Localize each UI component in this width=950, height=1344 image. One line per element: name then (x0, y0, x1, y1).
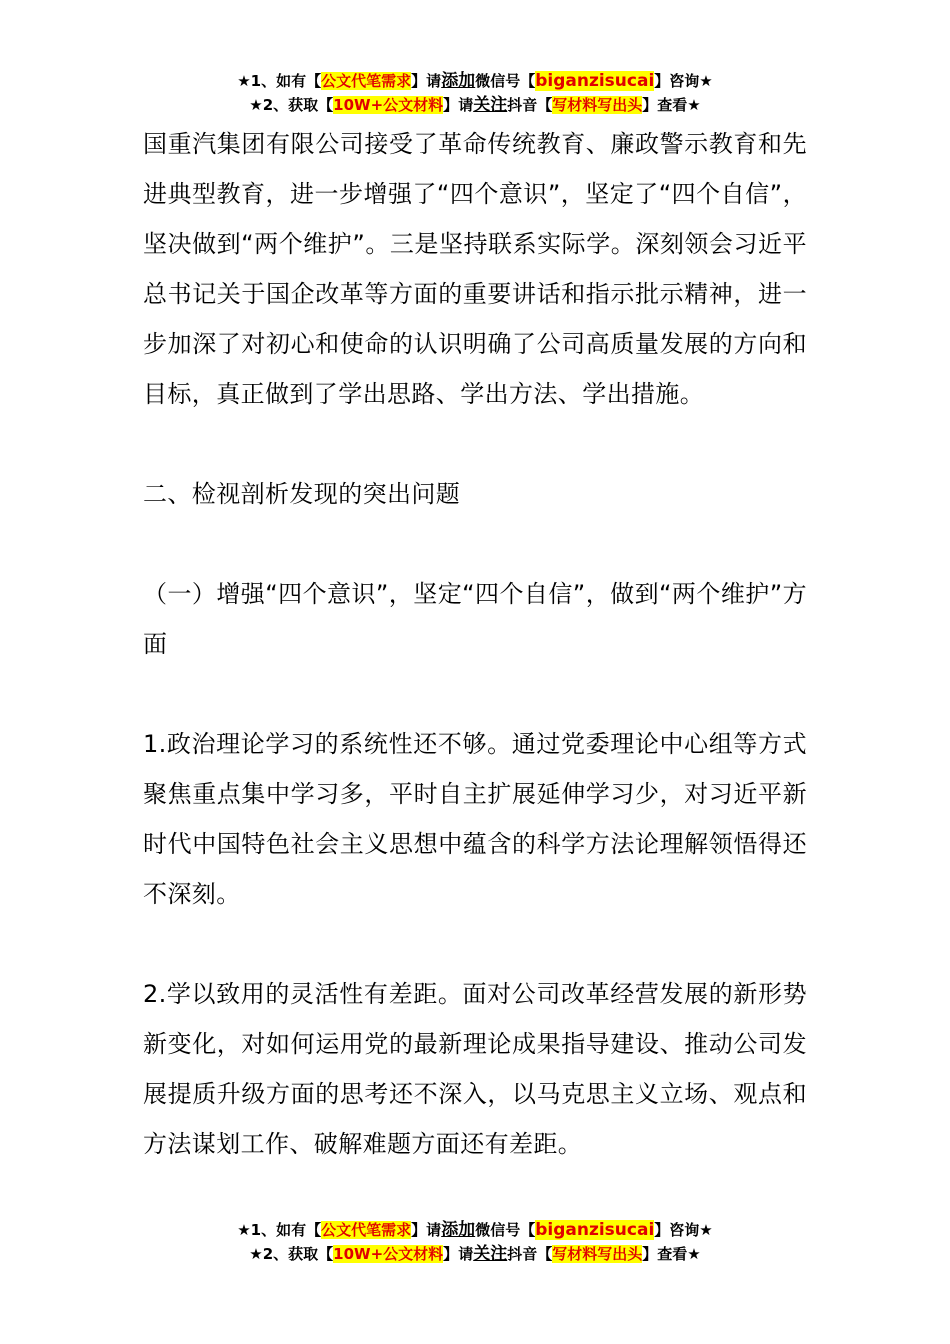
document-body (143, 119, 807, 1169)
highlight-wechat-id: biganzisucai (535, 71, 655, 91)
footer-banner (0, 1218, 950, 1266)
list-item-2: 2.学以致用的灵活性有差距。面对公司改革经营发展的新形势新变化，对如何运用党的最新理论成果指导建设、推动公司发展提质升级方面的思考还不深入，以马克思主义立场、观点和方法谋划工作、破解难题方面还有差距。 (143, 980, 807, 1158)
banner-text: 微信号 (475, 1221, 521, 1239)
banner-line-2 (0, 93, 950, 117)
banner-underlined: 关注 (473, 95, 508, 115)
bracket: 【 (537, 96, 553, 114)
highlight-douyin: 写材料写出头 (552, 1245, 643, 1263)
banner-underlined: 添加 (441, 1220, 476, 1240)
bracket: 【 (537, 1245, 553, 1263)
banner-line-2 (0, 1242, 950, 1266)
highlight-wechat-id: biganzisucai (535, 1220, 655, 1240)
bracket: 【 (520, 1221, 536, 1239)
banner-suffix: 查看★ (657, 96, 701, 114)
banner-text: 请 (426, 72, 442, 90)
banner-prefix: ★2、获取 (249, 1245, 319, 1263)
banner-text: 微信号 (475, 72, 521, 90)
bracket: 【 (306, 72, 322, 90)
banner-underlined: 添加 (441, 71, 476, 91)
highlight-douyin: 写材料写出头 (552, 96, 643, 114)
banner-text: 请 (458, 96, 474, 114)
section-heading: 二、检视剖析发现的突出问题 (143, 480, 461, 508)
bracket: 【 (318, 96, 334, 114)
banner-suffix: 查看★ (657, 1245, 701, 1263)
banner-underlined: 关注 (473, 1244, 508, 1264)
bracket: 】 (654, 1221, 670, 1239)
bracket: 】 (411, 1221, 427, 1239)
bracket: 【 (520, 72, 536, 90)
bracket: 】 (642, 96, 658, 114)
banner-text: 抖音 (507, 96, 538, 114)
banner-text: 抖音 (507, 1245, 538, 1263)
banner-line-1 (0, 1218, 950, 1242)
subsection-heading: （一）增强“四个意识”，坚定“四个自信”，做到“两个维护”方面 (143, 580, 807, 658)
banner-text: 请 (458, 1245, 474, 1263)
bracket: 【 (306, 1221, 322, 1239)
banner-prefix: ★2、获取 (249, 96, 319, 114)
banner-text: 请 (426, 1221, 442, 1239)
bracket: 【 (318, 1245, 334, 1263)
bracket: 】 (642, 1245, 658, 1263)
bracket: 】 (411, 72, 427, 90)
highlight-materials: 10W+公文材料 (333, 96, 444, 114)
banner-suffix: 咨询★ (669, 1221, 713, 1239)
highlight-service: 公文代笔需求 (321, 1221, 412, 1239)
list-item-1: 1.政治理论学习的系统性还不够。通过党委理论中心组等方式聚焦重点集中学习多，平时自主扩展延伸学习少，对习近平新时代中国特色社会主义思想中蕴含的科学方法论理解领悟得还不深刻。 (143, 730, 807, 908)
highlight-service: 公文代笔需求 (321, 72, 412, 90)
highlight-materials: 10W+公文材料 (333, 1245, 444, 1263)
banner-prefix: ★1、如有 (237, 72, 307, 90)
bracket: 】 (443, 1245, 459, 1263)
banner-prefix: ★1、如有 (237, 1221, 307, 1239)
paragraph-intro: 国重汽集团有限公司接受了革命传统教育、廉政警示教育和先进典型教育，进一步增强了“四个意识”，坚定了“四个自信”，坚决做到“两个维护”。三是坚持联系实际学。深刻领会习近平总书记关于国企改革等方面的重要讲话和指示批示精神，进一步加深了对初心和使命的认识明确了公司高质量发展的方向和目标，真正做到了学出思路、学出方法、学出措施。 (143, 130, 807, 408)
banner-suffix: 咨询★ (669, 72, 713, 90)
banner-line-1 (0, 69, 950, 93)
header-banner (0, 69, 950, 117)
bracket: 】 (443, 96, 459, 114)
bracket: 】 (654, 72, 670, 90)
